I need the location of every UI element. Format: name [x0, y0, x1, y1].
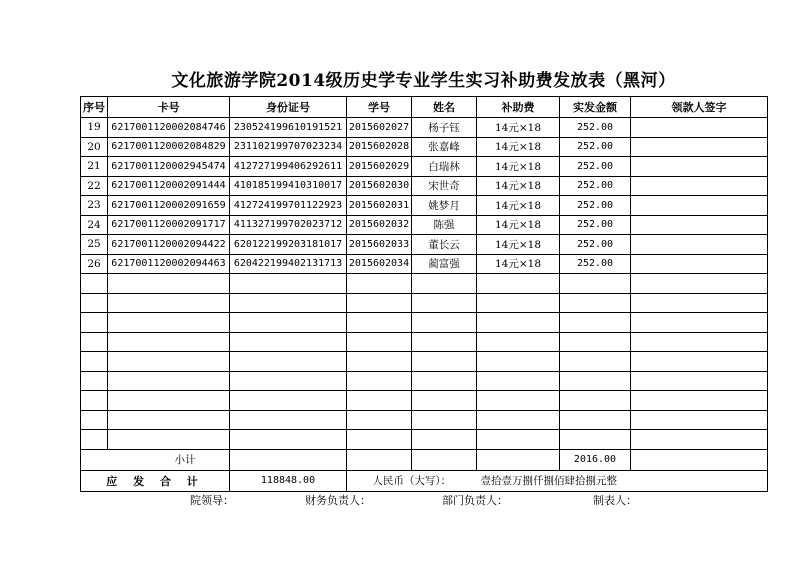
empty-row: [81, 371, 768, 391]
row-signature: [631, 157, 768, 177]
row-signature: [631, 196, 768, 216]
row-amount: 252.00: [560, 157, 631, 177]
row-id-number: 412727199406292611: [230, 157, 347, 177]
row-signature: [631, 176, 768, 196]
row-name: 白瑞林: [412, 157, 477, 177]
row-name: 宋世奇: [412, 176, 477, 196]
empty-row: [81, 332, 768, 352]
table-row: [81, 137, 768, 157]
row-signature: [631, 254, 768, 274]
row-no: 24: [81, 215, 108, 235]
footer-finance: 财务负责人：: [305, 494, 371, 507]
row-name: 董长云: [412, 235, 477, 255]
total-row: [81, 470, 768, 491]
total-label: 应 发 合 计: [81, 470, 230, 491]
row-no: 25: [81, 235, 108, 255]
row-student-id: 2015602034: [347, 254, 412, 274]
row-subsidy: 14元×18: [477, 118, 560, 138]
footer-leader: 院领导：: [190, 494, 234, 507]
subtotal-row: [81, 449, 768, 470]
rmb-value: 壹拾壹万捌仟捌佰肆拾捌元整: [477, 470, 768, 491]
row-subsidy: 14元×18: [477, 254, 560, 274]
row-amount: 252.00: [560, 118, 631, 138]
col-header-amount: 实发金额: [560, 97, 631, 118]
table-row: [81, 235, 768, 255]
table-row: [81, 215, 768, 235]
total-amount: 118848.00: [230, 470, 347, 491]
row-amount: 252.00: [560, 137, 631, 157]
col-header-name: 姓名: [412, 97, 477, 118]
empty-row: [81, 274, 768, 294]
row-student-id: 2015602030: [347, 176, 412, 196]
row-card: 6217001120002084829: [108, 137, 230, 157]
row-subsidy: 14元×18: [477, 196, 560, 216]
col-header-subsidy: 补助费: [477, 97, 560, 118]
row-subsidy: 14元×18: [477, 157, 560, 177]
row-no: 19: [81, 118, 108, 138]
empty-row: [81, 410, 768, 430]
row-card: 6217001120002094422: [108, 235, 230, 255]
table-row: [81, 157, 768, 177]
empty-row: [81, 391, 768, 411]
row-id-number: 410185199410310017: [230, 176, 347, 196]
footer-preparer: 制表人：: [593, 494, 637, 507]
empty-row: [81, 313, 768, 333]
subtotal-label: 小计: [81, 449, 230, 470]
row-no: 23: [81, 196, 108, 216]
row-subsidy: 14元×18: [477, 235, 560, 255]
empty-row: [81, 293, 768, 313]
row-amount: 252.00: [560, 215, 631, 235]
row-no: 26: [81, 254, 108, 274]
row-id-number: 230524199610191521: [230, 118, 347, 138]
row-no: 21: [81, 157, 108, 177]
row-card: 6217001120002945474: [108, 157, 230, 177]
table-row: [81, 176, 768, 196]
col-header-signature: 领款人签字: [631, 97, 768, 118]
row-amount: 252.00: [560, 176, 631, 196]
empty-row: [81, 430, 768, 450]
row-subsidy: 14元×18: [477, 176, 560, 196]
row-student-id: 2015602031: [347, 196, 412, 216]
row-card: 6217001120002091444: [108, 176, 230, 196]
row-id-number: 412724199701122923: [230, 196, 347, 216]
footer-dept: 部门负责人：: [442, 494, 508, 507]
row-id-number: 231102199707023234: [230, 137, 347, 157]
row-id-number: 620422199402131713: [230, 254, 347, 274]
col-header-id: 身份证号: [230, 97, 347, 118]
row-student-id: 2015602033: [347, 235, 412, 255]
row-id-number: 411327199702023712: [230, 215, 347, 235]
row-card: 6217001120002094463: [108, 254, 230, 274]
page-title: 文化旅游学院2014级历史学专业学生实习补助费发放表（黑河）: [171, 71, 676, 91]
row-subsidy: 14元×18: [477, 215, 560, 235]
row-signature: [631, 118, 768, 138]
table-row: [81, 196, 768, 216]
row-name: 姚梦月: [412, 196, 477, 216]
subsidy-table: [80, 96, 768, 492]
row-student-id: 2015602027: [347, 118, 412, 138]
row-student-id: 2015602028: [347, 137, 412, 157]
col-header-card: 卡号: [108, 97, 230, 118]
row-no: 22: [81, 176, 108, 196]
row-student-id: 2015602029: [347, 157, 412, 177]
row-amount: 252.00: [560, 196, 631, 216]
rmb-label: 人民币（大写）：: [347, 470, 477, 491]
empty-row: [81, 352, 768, 372]
row-name: 陈强: [412, 215, 477, 235]
row-subsidy: 14元×18: [477, 137, 560, 157]
row-amount: 252.00: [560, 235, 631, 255]
subtotal-amount: 2016.00: [560, 449, 631, 470]
header-row: [81, 97, 768, 118]
row-card: 6217001120002091659: [108, 196, 230, 216]
row-card: 6217001120002091717: [108, 215, 230, 235]
row-name: 蔺富强: [412, 254, 477, 274]
row-card: 6217001120002084746: [108, 118, 230, 138]
row-signature: [631, 215, 768, 235]
row-name: 张嘉峰: [412, 137, 477, 157]
col-header-no: 序号: [81, 97, 108, 118]
row-student-id: 2015602032: [347, 215, 412, 235]
row-no: 20: [81, 137, 108, 157]
row-signature: [631, 235, 768, 255]
row-amount: 252.00: [560, 254, 631, 274]
row-name: 杨子钰: [412, 118, 477, 138]
row-signature: [631, 137, 768, 157]
row-id-number: 620122199203181017: [230, 235, 347, 255]
table-row: [81, 118, 768, 138]
table-row: [81, 254, 768, 274]
col-header-student-id: 学号: [347, 97, 412, 118]
